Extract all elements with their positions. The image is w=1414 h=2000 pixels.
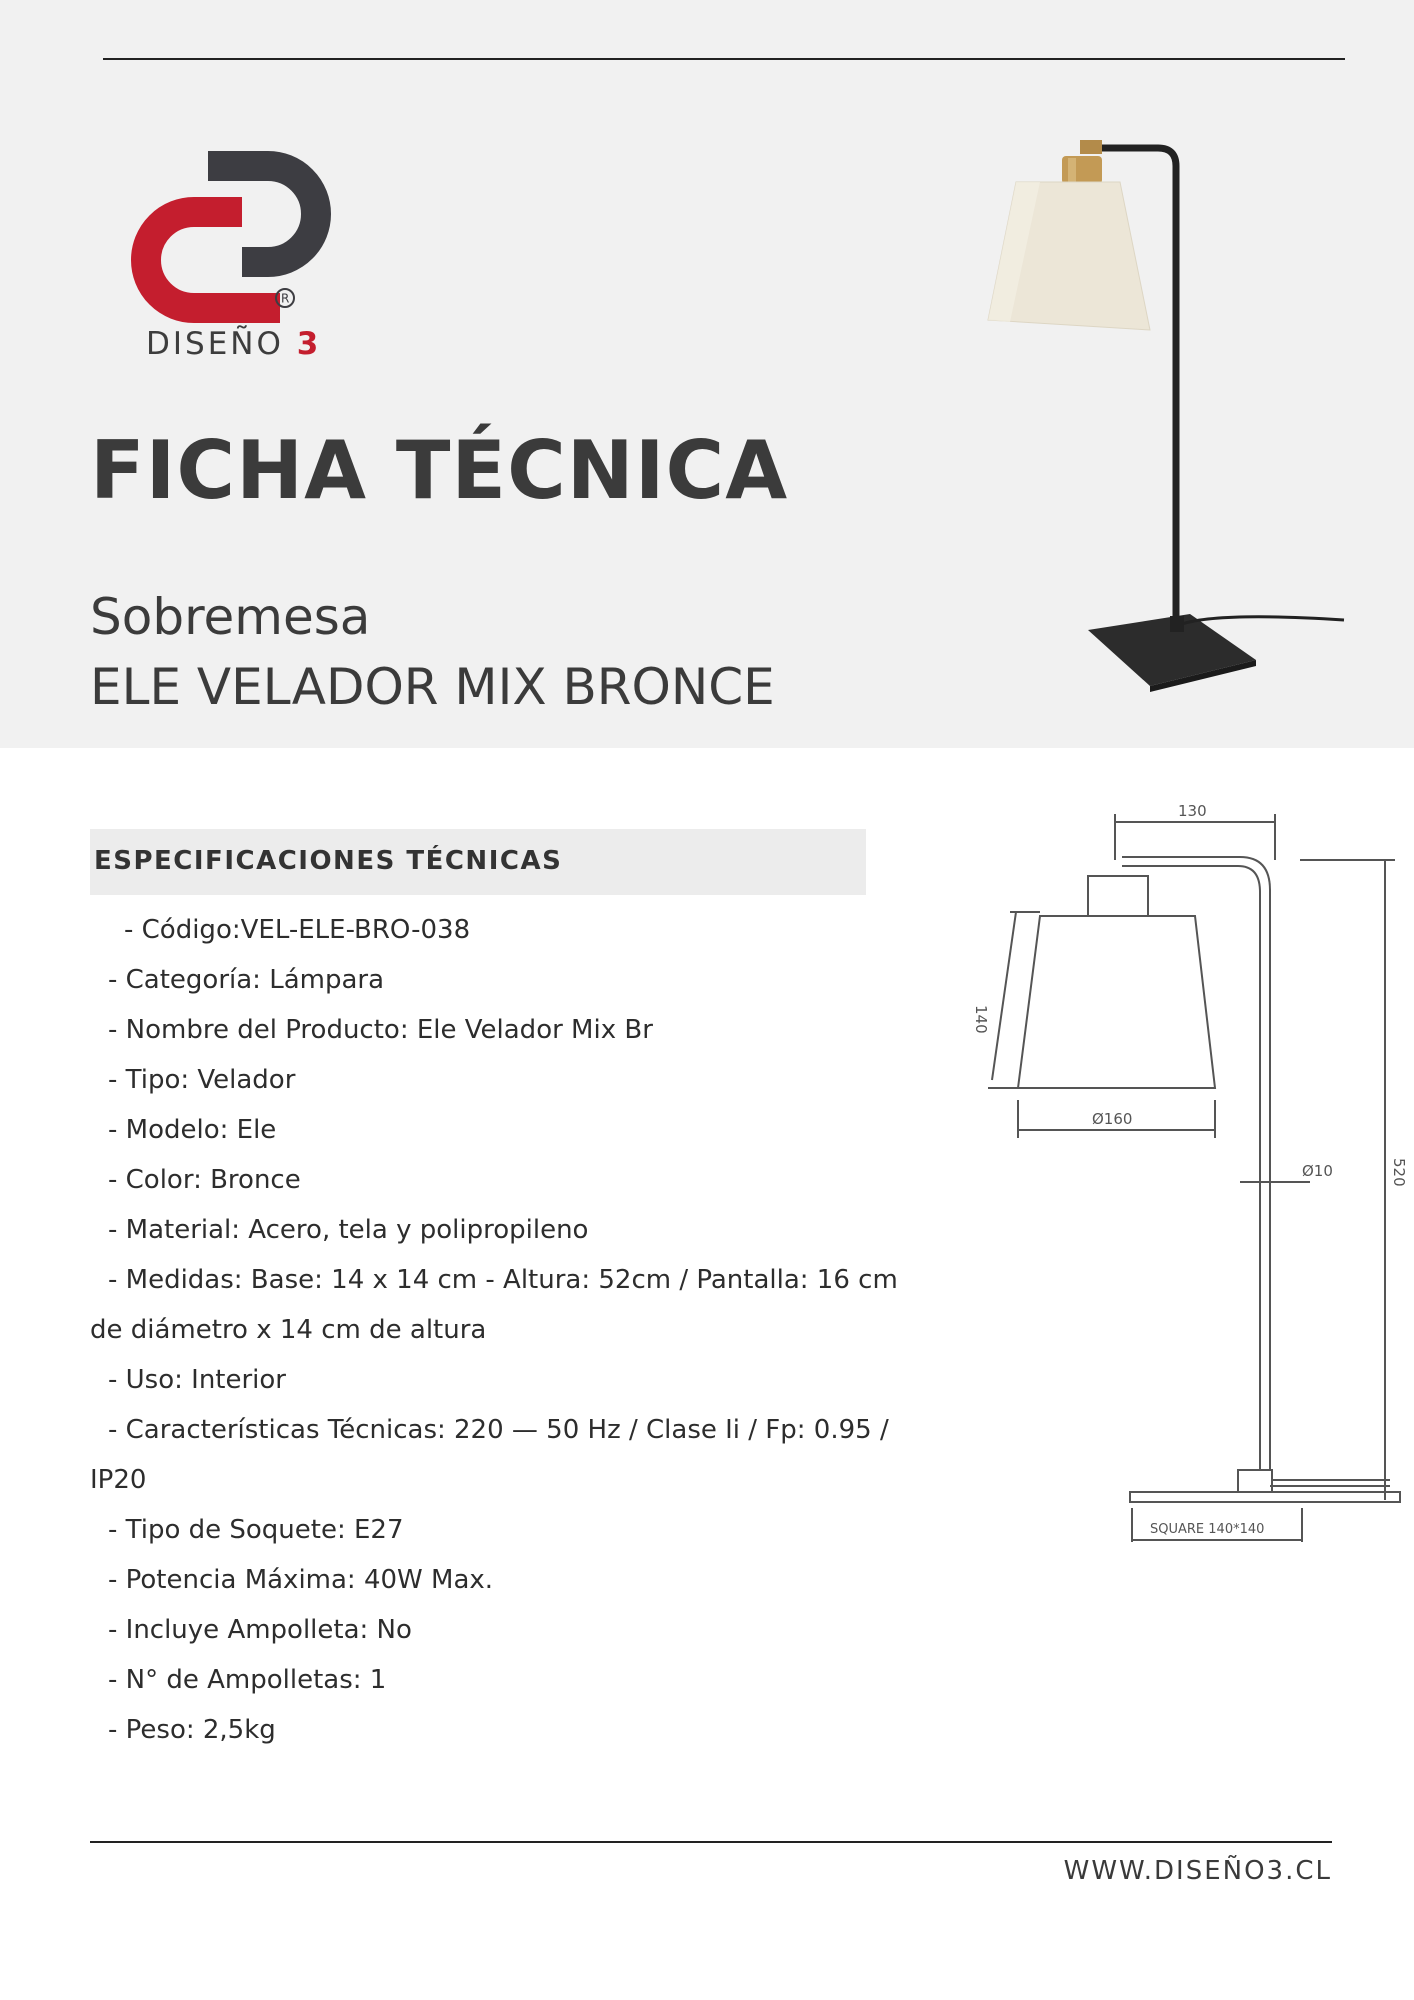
spec-item-model: - Modelo: Ele	[108, 1115, 277, 1145]
dim-top-label: 130	[1178, 802, 1207, 820]
page-title: FICHA TÉCNICA	[90, 424, 789, 517]
dim-pole-label: Ø10	[1302, 1162, 1333, 1180]
spec-item-product-name: - Nombre del Producto: Ele Velador Mix Br	[108, 1015, 653, 1045]
spec-item-bulb-count: - N° de Ampolletas: 1	[108, 1665, 387, 1695]
spec-heading: ESPECIFICACIONES TÉCNICAS	[94, 846, 563, 876]
spec-list	[90, 905, 925, 1755]
top-divider	[103, 58, 1345, 60]
spec-item-technical: - Características Técnicas: 220 — 50 Hz / Clase Ii / Fp: 0.95 / IP20	[90, 1415, 889, 1495]
dim-shade-diameter-label: Ø160	[1092, 1110, 1133, 1128]
dim-total-height-label: 520	[1390, 1158, 1408, 1187]
brand-number: 3	[296, 326, 322, 362]
product-subtitle	[90, 582, 775, 722]
lamp-photo	[980, 130, 1350, 710]
spec-item-measures: - Medidas: Base: 14 x 14 cm - Altura: 52cm / Pantalla: 16 cm de diámetro x 14 cm de altura	[90, 1265, 898, 1345]
spec-item-weight: - Peso: 2,5kg	[108, 1715, 276, 1745]
spec-item-bulb-included: - Incluye Ampolleta: No	[108, 1615, 412, 1645]
product-category: Sobremesa	[90, 588, 371, 646]
spec-item-type: - Tipo: Velador	[108, 1065, 296, 1095]
product-name: ELE VELADOR MIX BRONCE	[90, 658, 775, 716]
technical-drawing	[970, 800, 1410, 1560]
spec-item-use: - Uso: Interior	[108, 1365, 287, 1395]
spec-item-socket: - Tipo de Soquete: E27	[108, 1515, 404, 1545]
svg-text:R: R	[281, 291, 290, 306]
bottom-divider	[90, 1841, 1332, 1843]
dim-shade-height-label: 140	[972, 1005, 990, 1034]
spec-item-material: - Material: Acero, tela y polipropileno	[108, 1215, 589, 1245]
spec-item-category: - Categoría: Lámpara	[108, 965, 385, 995]
spec-item-power: - Potencia Máxima: 40W Max.	[108, 1565, 494, 1595]
website-link[interactable]: WWW.DISEÑO3.CL	[1063, 1856, 1332, 1886]
brand-wordmark	[146, 326, 321, 362]
spec-item-code: - Código:VEL-ELE-BRO-038	[124, 915, 471, 945]
dim-base-label: SQUARE 140*140	[1150, 1522, 1265, 1537]
spec-item-color: - Color: Bronce	[108, 1165, 301, 1195]
brand-name: DISEÑO	[146, 326, 284, 362]
